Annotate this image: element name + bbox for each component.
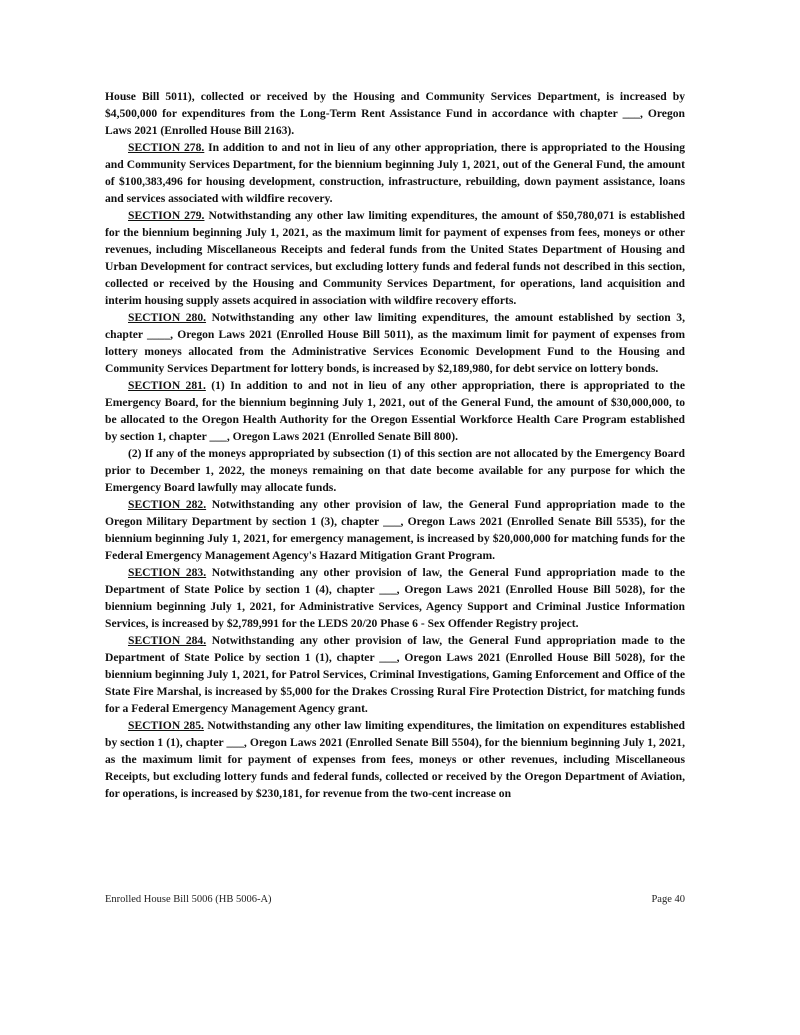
section-280-paragraph xyxy=(105,309,685,377)
section-heading: SECTION 281. xyxy=(128,379,206,392)
section-284-paragraph xyxy=(105,632,685,717)
section-heading: SECTION 285. xyxy=(128,719,204,732)
footer-page-number: Page 40 xyxy=(651,894,685,905)
section-text: Notwithstanding any other provision of law, the General Fund appropriation made to the Department of State Police by section 1 (1), chapter ___, Oregon Laws 2021 (Enrolled House Bill 5028), for the biennium beginning July 1, 2021, for Patrol Services, Criminal Investigations, Gaming Enforcement and Office of the State Fire Marshal, is increased by $5,000 for the Drakes Crossing Rural Fire Protection District, for matching funds for a Federal Emergency Management Agency grant. xyxy=(105,634,685,715)
section-278-paragraph xyxy=(105,139,685,207)
section-heading: SECTION 282. xyxy=(128,498,207,511)
section-text: In addition to and not in lieu of any other appropriation, there is appropriated to the Housing and Community Services Department, for the biennium beginning July 1, 2021, out of the General Fund, the amount of $100,383,496 for housing development, construction, infrastructure, rebuilding, down payment assistance, loans and services associated with wildfire recovery. xyxy=(105,141,685,205)
section-text: Notwithstanding any other law limiting expenditures, the amount of $50,780,071 is established for the biennium beginning July 1, 2021, as the maximum limit for payment of expenses from fees, moneys or other revenues, including Miscellaneous Receipts and federal funds from the United States Department of Housing and Urban Development for contract services, but excluding lottery funds and federal funds not described in this section, collected or received by the Housing and Community Services Department, for operations, land acquisition and interim housing supply assets acquired in association with wildfire recovery efforts. xyxy=(105,209,685,307)
section-285-paragraph xyxy=(105,717,685,802)
document-body xyxy=(105,88,685,802)
section-text: (2) If any of the moneys appropriated by subsection (1) of this section are not allocated by the Emergency Board prior to December 1, 2022, the moneys remaining on that date become available for any purpose for which the Emergency Board lawfully may allocate funds. xyxy=(105,447,685,494)
section-heading: SECTION 278. xyxy=(128,141,205,154)
section-heading: SECTION 279. xyxy=(128,209,205,222)
section-283-paragraph xyxy=(105,564,685,632)
footer-bill-title: Enrolled House Bill 5006 (HB 5006-A) xyxy=(105,894,272,905)
continuation-paragraph: House Bill 5011), collected or received by the Housing and Community Services Department, is increased by $4,500,000 for expenditures from the Long-Term Rent Assistance Fund in accordance with chapter ___, Oregon Laws 2021 (Enrolled House Bill 2163). xyxy=(105,90,685,137)
section-text: (1) In addition to and not in lieu of any other appropriation, there is appropriated to the Emergency Board, for the biennium beginning July 1, 2021, out of the General Fund, the amount of $30,000,000, to be allocated to the Oregon Health Authority for the Oregon Essential Workforce Health Care Program established by section 1, chapter ___, Oregon Laws 2021 (Enrolled Senate Bill 800). xyxy=(105,379,685,443)
section-281-subsection-2 xyxy=(105,445,685,496)
section-text: Notwithstanding any other law limiting expenditures, the amount established by section 3, chapter ____, Oregon Laws 2021 (Enrolled House Bill 5011), as the maximum limit for payment of expenses from lottery moneys allocated from the Administrative Services Economic Development Fund to the Housing and Community Services Department for lottery bonds, is increased by $2,189,980, for debt service on lottery bonds. xyxy=(105,311,685,375)
section-heading: SECTION 284. xyxy=(128,634,207,647)
section-text: Notwithstanding any other provision of law, the General Fund appropriation made to the Oregon Military Department by section 1 (3), chapter ___, Oregon Laws 2021 (Enrolled Senate Bill 5535), for the biennium beginning July 1, 2021, for emergency management, is increased by $20,000,000 for matching funds for the Federal Emergency Management Agency's Hazard Mitigation Grant Program. xyxy=(105,498,685,562)
section-text: Notwithstanding any other provision of law, the General Fund appropriation made to the Department of State Police by section 1 (4), chapter ___, Oregon Laws 2021 (Enrolled House Bill 5028), for the biennium beginning July 1, 2021, for Administrative Services, Agency Support and Criminal Justice Information Services, is increased by $2,789,991 for the LEDS 20/20 Phase 6 - Sex Offender Registry project. xyxy=(105,566,685,630)
section-282-paragraph xyxy=(105,496,685,564)
section-heading: SECTION 280. xyxy=(128,311,207,324)
section-heading: SECTION 283. xyxy=(128,566,207,579)
section-279-paragraph xyxy=(105,207,685,309)
section-281-paragraph xyxy=(105,377,685,445)
section-text: Notwithstanding any other law limiting expenditures, the limitation on expenditures established by section 1 (1), chapter ___, Oregon Laws 2021 (Enrolled Senate Bill 5504), for the biennium beginning July 1, 2021, as the maximum limit for payment of expenses from fees, moneys or other revenues, including Miscellaneous Receipts, but excluding lottery funds and federal funds, collected or received by the Oregon Department of Aviation, for operations, is increased by $230,181, for revenue from the two-cent increase on xyxy=(105,719,685,800)
